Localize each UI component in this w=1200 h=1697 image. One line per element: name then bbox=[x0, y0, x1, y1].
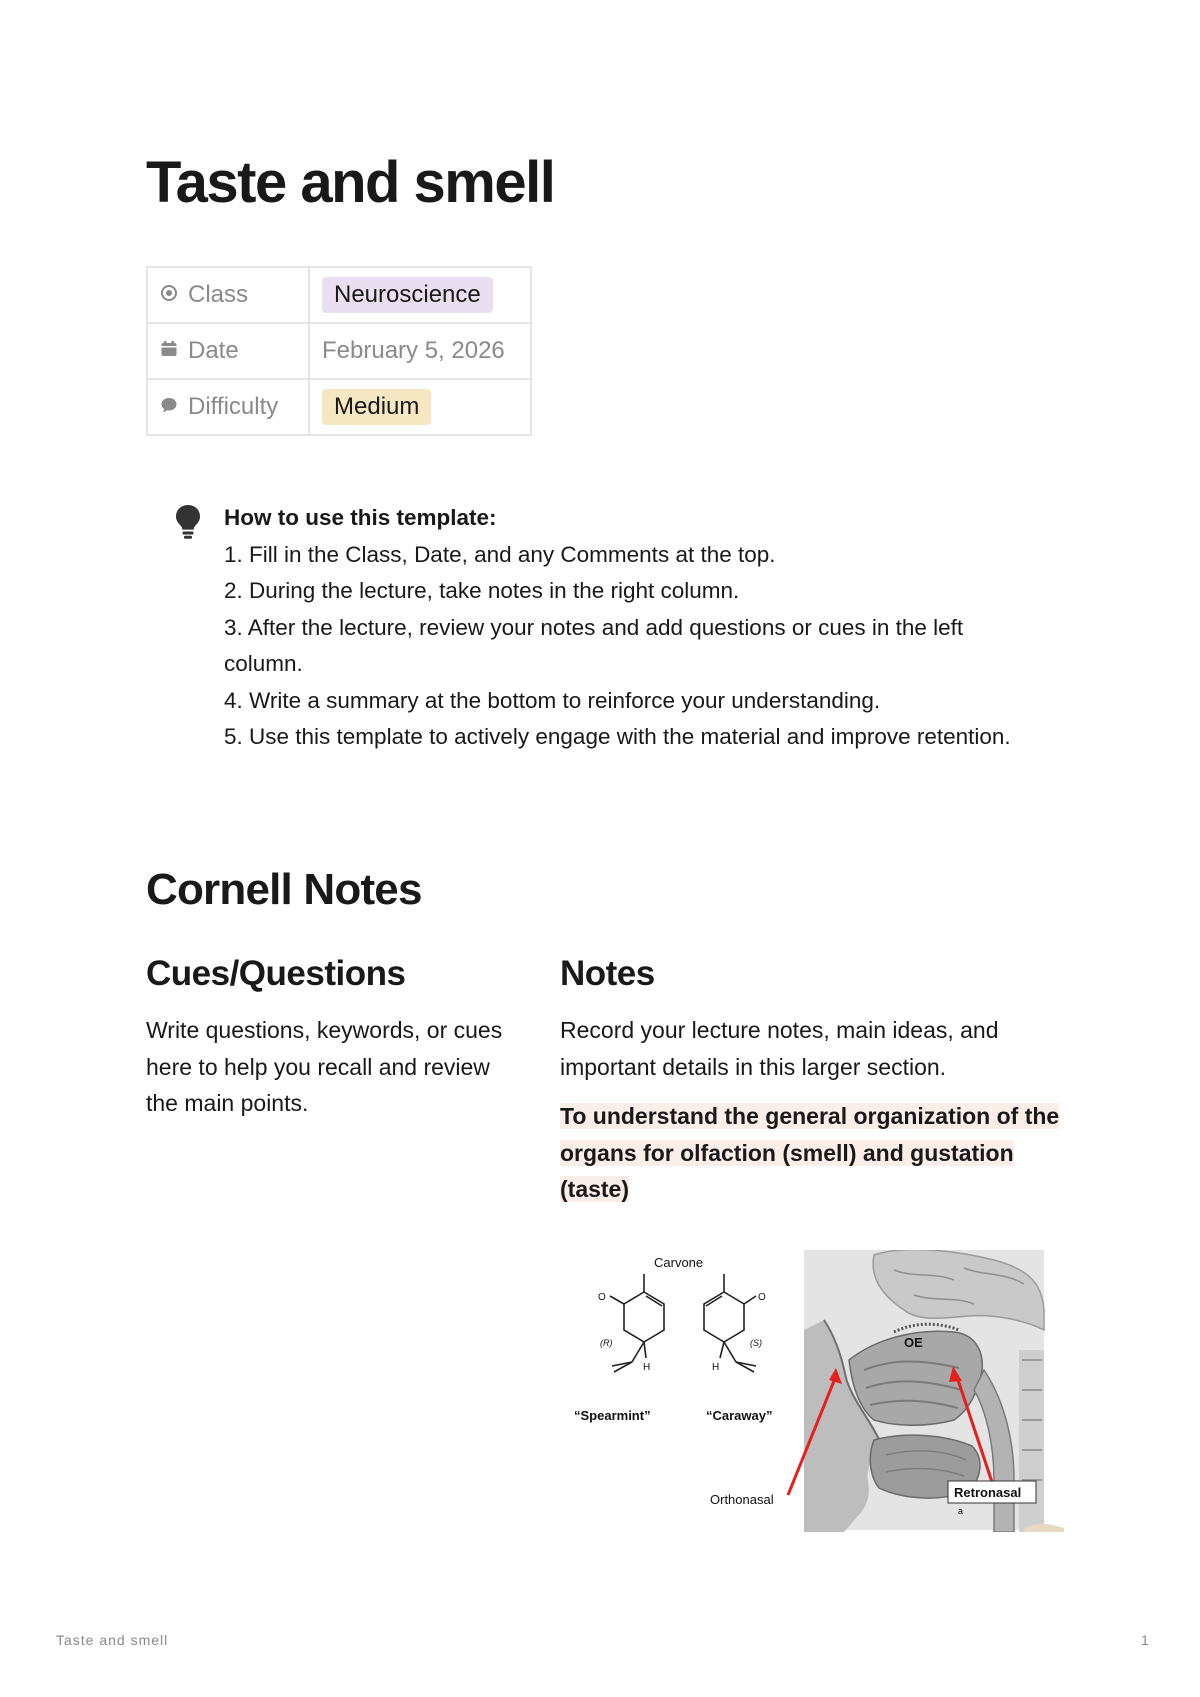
callout-content bbox=[224, 500, 1024, 756]
highlight-text: To understand the general organization of the organs for olfaction (smell) and gustation (taste) bbox=[560, 1103, 1060, 1202]
retronasal-label: Retronasal bbox=[954, 1485, 1022, 1500]
retronasal-fragment: a bbox=[958, 1506, 964, 1516]
olfaction-figure bbox=[574, 1250, 1064, 1532]
hydrogen-label-right: H bbox=[712, 1362, 720, 1373]
callout-heading: How to use this template: bbox=[224, 505, 497, 530]
target-icon bbox=[160, 281, 182, 309]
property-row-difficulty bbox=[147, 379, 531, 435]
properties-table bbox=[146, 266, 532, 436]
property-label: Difficulty bbox=[188, 392, 279, 420]
page-title: Taste and smell bbox=[146, 150, 555, 215]
carvone-title: Carvone bbox=[654, 1255, 704, 1270]
callout-step-5: 5. Use this template to actively engage with the material and improve retention. bbox=[224, 724, 1011, 749]
oxygen-label-left: O bbox=[598, 1292, 606, 1303]
callout-step-1: 1. Fill in the Class, Date, and any Comments at the top. bbox=[224, 541, 776, 567]
property-key-date bbox=[147, 323, 309, 379]
speech-bubble-icon bbox=[160, 393, 182, 421]
property-label: Date bbox=[188, 336, 239, 364]
callout-step-3: 3. After the lecture, review your notes and add questions or cues in the left column. bbox=[224, 614, 964, 676]
property-value-class[interactable] bbox=[309, 267, 531, 323]
cues-heading: Cues/Questions bbox=[146, 954, 406, 993]
footer-page-number: 1 bbox=[1141, 1632, 1149, 1648]
property-row-class bbox=[147, 267, 531, 323]
date-value[interactable]: February 5, 2026 bbox=[322, 337, 505, 364]
property-label: Class bbox=[188, 280, 249, 308]
isomer-label-s: (S) bbox=[750, 1338, 762, 1348]
footer-title: Taste and smell bbox=[56, 1632, 169, 1648]
orthonasal-label: Orthonasal bbox=[710, 1492, 774, 1507]
calendar-icon bbox=[160, 337, 182, 365]
lightbulb-icon bbox=[174, 504, 202, 540]
difficulty-tag[interactable]: Medium bbox=[322, 389, 431, 425]
property-key-class bbox=[147, 267, 309, 323]
learning-objective-highlight bbox=[560, 1098, 1070, 1208]
notes-heading: Notes bbox=[560, 954, 655, 993]
class-tag[interactable]: Neuroscience bbox=[322, 277, 493, 313]
notes-text: Record your lecture notes, main ideas, and important details in this larger section. bbox=[560, 1017, 999, 1080]
oxygen-label-right: O bbox=[758, 1292, 766, 1303]
property-row-date bbox=[147, 323, 531, 379]
cues-text: Write questions, keywords, or cues here to help you recall and review the main points. bbox=[146, 1017, 503, 1116]
caraway-label: “Caraway” bbox=[706, 1408, 773, 1423]
callout-step-2: 2. During the lecture, take notes in the right column. bbox=[224, 578, 740, 603]
callout-step-4: 4. Write a summary at the bottom to reinforce your understanding. bbox=[224, 687, 881, 713]
cornell-notes-heading: Cornell Notes bbox=[146, 865, 422, 914]
carvone-structures bbox=[610, 1255, 756, 1372]
hydrogen-label-left: H bbox=[643, 1362, 651, 1373]
spearmint-label: “Spearmint” bbox=[574, 1408, 651, 1423]
property-key-difficulty bbox=[147, 379, 309, 435]
isomer-label-r: (R) bbox=[600, 1338, 613, 1348]
property-value-date[interactable] bbox=[309, 323, 531, 379]
oe-label: OE bbox=[904, 1335, 923, 1350]
property-value-difficulty[interactable] bbox=[309, 379, 531, 435]
